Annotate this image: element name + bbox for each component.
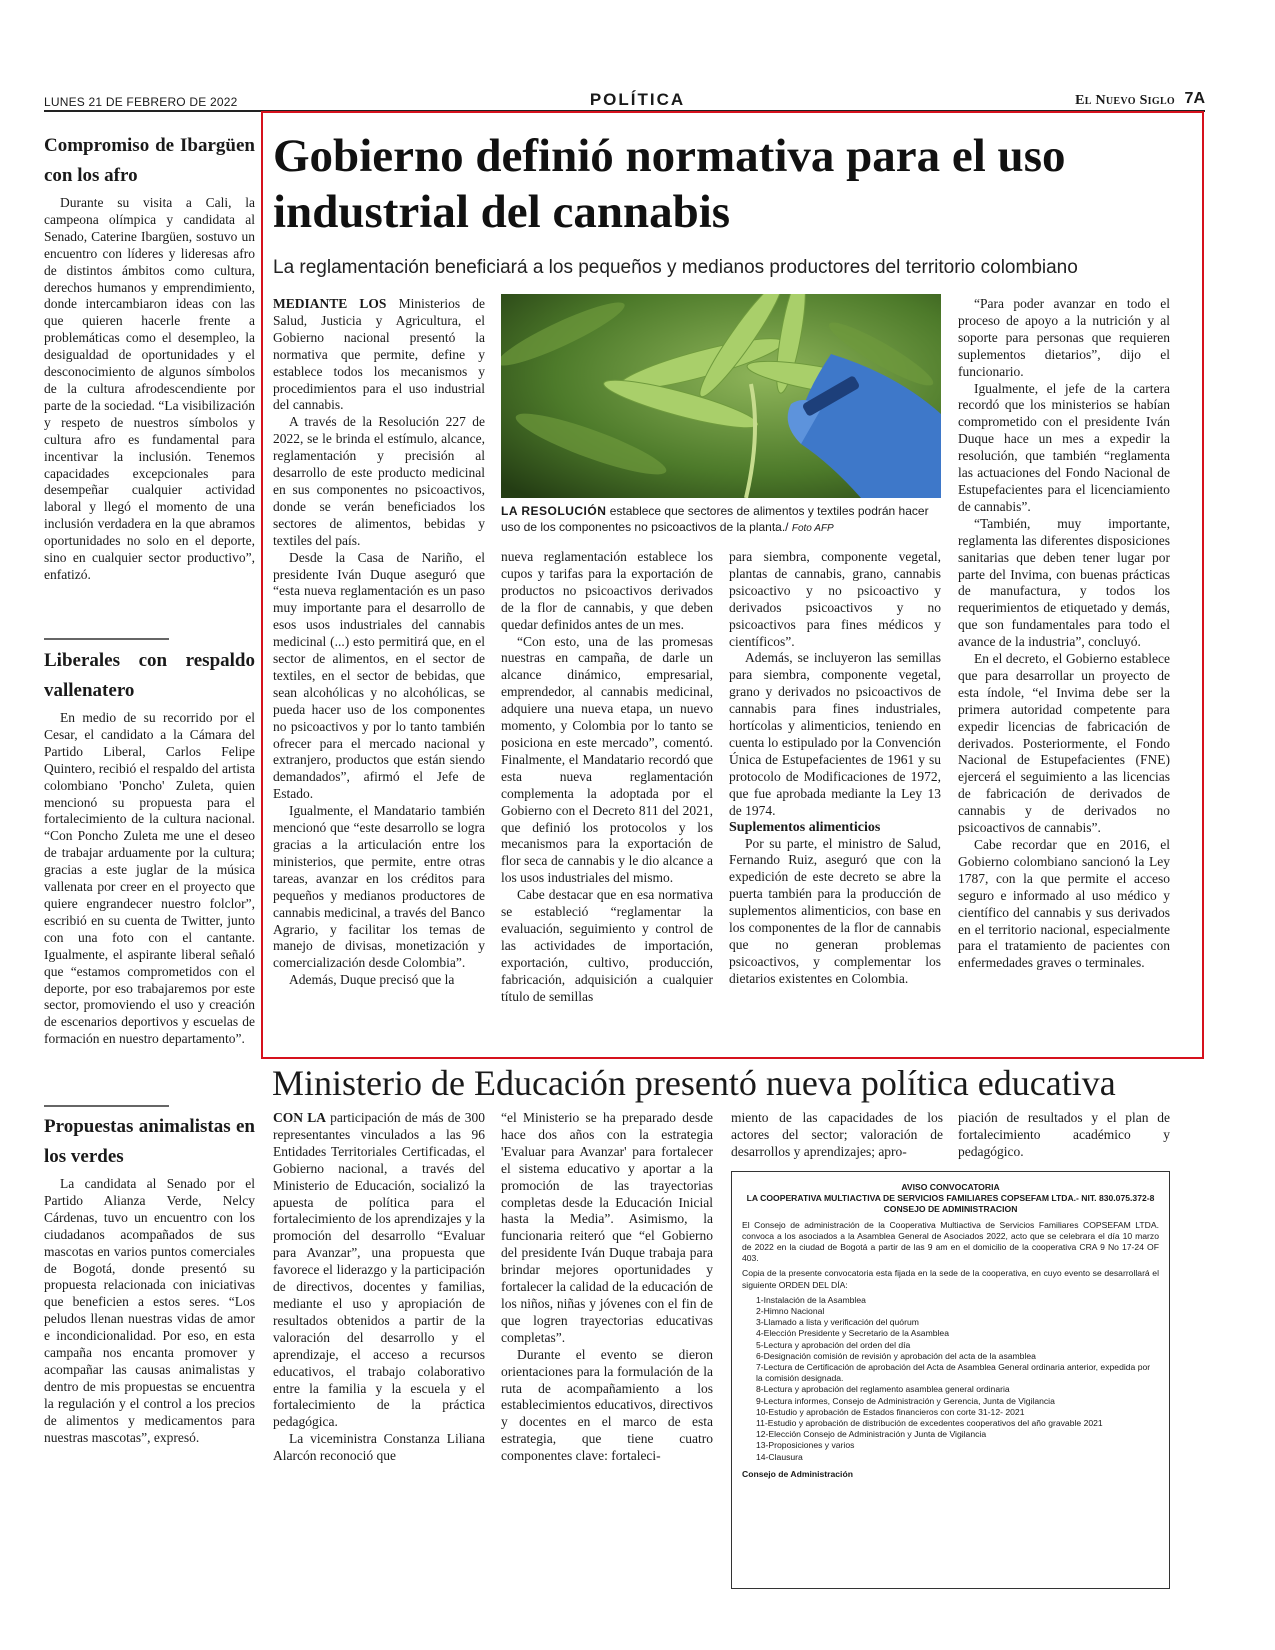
agenda-item: 13-Proposiciones y varios	[756, 1440, 855, 1451]
cannabis-photo	[501, 294, 941, 498]
article-paragraph: Igualmente, el jefe de la cartera recordó que los ministerios se habían comprometido con el presidente Iván Duque hace un mes a expedir la resolución, que también “reglamenta las actuaciones del Fondo Nacional de Estupefacientes para el licenciamiento de cannabis”.	[958, 380, 1170, 514]
article-paragraph: “También, muy importante, reglamenta las diferentes disposiciones sanitarias que deben tener lugar por parte del Invima, con buenas prácticas de manufactura, y todos los requerimientos de etiquetado y demás, que son fundamentales para todo el avance de la industria”, concluyó.	[958, 515, 1170, 650]
article2-column-3	[731, 1110, 943, 1161]
sidebar-story-body: La candidata al Senado por el Partido Alianza Verde, Nelcy Cárdenas, tuvo un encuentro con los ciudadanos acompañados de sus mascotas en varios puntos comerciales de Bogotá, donde presentó su propuesta relacionada con iniciativas que beneficien a estos seres. “Los peludos llenan nuestras vidas de amor e incondicionalidad. Por eso, en esta campaña nos encanta promover y acompañar las causas animalistas y dentro de mis propuestas se encuentra la regulación y el control a los precios de alimentos y medicamentos para nuestras mascotas”, expresó.	[44, 1176, 255, 1445]
article-paragraph: para siembra, componente vegetal, plantas de cannabis, grano, cannabis psicoactivo y no psicoactivo y derivados psicoactivos y no psicoactivos para fines médicos y científicos”.	[729, 549, 941, 649]
agenda-item: 1-Instalación de la Asamblea	[756, 1294, 866, 1305]
article-paragraph: Cabe recordar que en 2016, el Gobierno colombiano sancionó la Ley 1787, con la que permite el acceso seguro e informado al uso médico y científico del cannabis y sus derivados en el territorio nacional, especialmente para el tratamiento de pacientes con enfermedades graves o terminales.	[958, 837, 1170, 971]
sidebar-story-title: Compromiso de Ibargüen con los afro	[44, 135, 255, 186]
article-column-2	[501, 549, 713, 1005]
notice-signature: Consejo de Administración	[742, 1468, 853, 1479]
sidebar-story-title: Liberales con respaldo vallenatero	[44, 650, 255, 701]
article-column-1	[273, 296, 485, 989]
sidebar-story-1	[44, 131, 255, 584]
lead-text: Ministerios de Salud, Justicia y Agricultura, el Gobierno nacional presentó la normativa que permite, define y establece todos los mecanismos y procedimientos para el uso industrial del cannabis.	[273, 296, 485, 413]
sidebar-story-title: Propuestas animalistas en los verdes	[44, 1116, 255, 1167]
article2-headline: Ministerio de Educación presentó nueva política educativa	[272, 1063, 1116, 1103]
article-paragraph: A través de la Resolución 227 de 2022, se le brinda el estímulo, alcance, reglamentación y precisión al desarrollo de este producto medicinal en sus componentes no psicoactivos, donde se verán beneficiados los sectores de alimentos, bebidas y textiles del país.	[273, 414, 485, 548]
article-paragraph: Cabe destacar que en esa normativa se estableció “reglamentar la evaluación, seguimiento y control de las actividades de importación, exportación, cultivo, producción, fabricación, adquisición a cualquier título de semillas	[501, 887, 713, 1004]
legal-notice-box	[731, 1171, 1170, 1589]
agenda-item: 6-Designación comisión de revisión y aprobación del acta de la asamblea	[756, 1350, 1036, 1361]
agenda-item: 14-Clausura	[756, 1451, 803, 1462]
notice-heading: AVISO CONVOCATORIA	[901, 1182, 1000, 1192]
sidebar-story-3	[44, 1112, 255, 1447]
article2-paragraph: Durante el evento se dieron orientaciones para la formulación de la ruta de acompañamiento a los establecimientos educativos, directivos y docentes en el marco de esta estrategia, que tiene cuatro componentes clave: fortaleci-	[501, 1346, 713, 1464]
notice-agenda-list	[742, 1295, 1159, 1463]
lead-in: CON LA	[273, 1110, 326, 1125]
section-name: POLÍTICA	[589, 90, 686, 109]
article-headline: Gobierno definió normativa para el uso industrial del cannabis	[273, 130, 1066, 238]
article-paragraph: nueva reglamentación establece los cupos y tarifas para la exportación de productos no psicoactivos derivados de la flor de cannabis, y que deben quedar definidos antes de un mes.	[501, 549, 713, 632]
article-paragraph: Desde la Casa de Nariño, el presidente Iván Duque aseguró que “esta nueva reglamentación es un paso muy importante para el desarrollo de esos usos industriales del cannabis medicinal (...) esto permitirá que, en el sector de alimentos, en el sector de textiles, en el sector de bebidas, que sean alcohólicas y no alcohólicas, se pueda hacer uso de los componentes no psicoactivos y por lo tanto también ofrecer para el mercado nacional y extranjero, productos que están siendo demandados”, afirmó el Jefe de Estado.	[273, 549, 485, 802]
caption-text: establece que sectores de alimentos y textiles podrán hacer uso de los componentes no psicoactivos de la planta./	[501, 504, 929, 534]
article-subheadline: La reglamentación beneficiará a los pequeños y medianos productores del territorio colombiano	[273, 257, 1078, 278]
article-paragraph: Por su parte, el ministro de Salud, Fernando Ruiz, aseguró que con la expedición de este decreto se abre la puerta también para la producción de suplementos alimenticios, con base en los componentes de la flor de cannabis que no generan problemas psicoactivos, y complementar los dietarios existentes en Colombia.	[729, 835, 941, 986]
agenda-item: 2-Himno Nacional	[756, 1306, 825, 1317]
article2-column-1	[273, 1110, 485, 1465]
agenda-item: 8-Lectura y aprobación del reglamento asamblea general ordinaria	[756, 1384, 1010, 1395]
photo-credit: Foto AFP	[791, 523, 834, 534]
article-paragraph: “Para poder avanzar en todo el proceso de apoyo a la nutrición y al soporte para personas que requieren suplementos dietarios”, dijo el funcionario.	[958, 296, 1170, 379]
notice-intro: El Consejo de administración de la Cooperativa Multiactiva de Servicios Familiares COPSEFAM LTDA. convoca a los asociados a la Asamblea General de Asociados 2022, acto que se celebrara el día 10 marzo de 2022 en la ciudad de Bogotá a partir de las 9 am en el domicilio de la cooperativa CRA 9 No 17-24 OF 403.	[742, 1219, 1159, 1264]
article-subhead: Suplementos alimenticios	[729, 819, 881, 835]
cannabis-leaf-image	[501, 294, 941, 498]
article2-paragraph: miento de las capacidades de los actores del sector; valoración de desarrollos y aprendizajes; apro-	[731, 1110, 943, 1159]
article-paragraph: Igualmente, el Mandatario también mencionó que “este desarrollo se logra gracias a la articulación entre los ministerios, que permite, entre otras tareas, avanzar en los créditos para pequeños y medianos productores de cannabis medicinal, a través del Banco Agrario, y facilitar los temas de manejo de divisas, monetización y comercialización desde Colombia”.	[273, 803, 485, 971]
photo-caption	[501, 503, 941, 537]
caption-lead: LA RESOLUCIÓN	[501, 504, 607, 518]
lead-text: participación de más de 300 representantes vinculados a las 96 Entidades Territoriales Certificadas, el Gobierno nacional, a través del Ministerio de Educación, socializó la apuesta de política para el fortalecimiento de los aprendizajes y la promoción del desarrollo “Evaluar para Avanzar”, una propuesta que favorece el liderazgo y la participación de directivos, docentes y familias, mediante el uso y apropiación de resultados obtenidos a partir de la valoración del desarrollo y el aprendizaje, el acceso a recursos educativos, el trabajo colaborativo entre la familia y la escuela y el fortalecimiento de la práctica pedagógica.	[273, 1110, 485, 1430]
sidebar-divider	[44, 638, 169, 640]
agenda-item: 9-Lectura informes, Consejo de Administración y Gerencia, Junta de Vigilancia	[756, 1395, 1055, 1406]
sidebar-story-body: Durante su visita a Cali, la campeona olímpica y candidata al Senado, Caterine Ibargüen, sostuvo un encuentro con líderes y lideresas afro de distintos ámbitos como cultura, derechos humanos y emprendimiento, donde intercambiaron ideas con las que quieren hacerle frente a problemáticas como el desempleo, la desigualdad de oportunidades y el desconocimiento de algunos símbolos de la cultura afrodescendiente por parte de la sociedad. “La visibilización y respeto de nuestros símbolos y cultura afro es fundamental para incentivar la inclusión. Tenemos capacidades excepcionales para desempeñar cualquier actividad laboral y llegó el momento de una inclusión verdadera en la que abramos oportunidades no solo en el deporte, sino en cualquier sector productivo”, enfatizó.	[44, 195, 255, 582]
page-number: 7A	[1184, 90, 1205, 107]
agenda-item: 3-Llamado a lista y verificación del quórum	[756, 1317, 919, 1328]
sidebar-story-2	[44, 646, 255, 1048]
newspaper-brand: El Nuevo Siglo	[1075, 93, 1175, 108]
lead-in: MEDIANTE LOS	[273, 296, 387, 311]
notice-copy: Copia de la presente convocatoria esta fijada en la sede de la cooperativa, en cuyo evento se desarrollará el siguiente ORDEN DEL DÍA:	[742, 1268, 1159, 1290]
article2-column-2	[501, 1110, 713, 1465]
article-paragraph: En el decreto, el Gobierno establece que para desarrollar un proyecto de esta índole, “el Invima debe ser la primera autoridad competente para expedir licencias de fabricación de derivados. Posteriormente, el Fondo Nacional de Estupefacientes (FNE) ejercerá el seguimiento a las licencias de fabricación de derivados de cannabis y de derivados no psicoactivos de cannabis”.	[958, 651, 1170, 836]
agenda-item: 7-Lectura de Certificación de aprobación del Acta de Asamblea General ordinaria anterior, expedida por la comisión designada.	[756, 1362, 1151, 1384]
article-paragraph: Además, se incluyeron las semillas para siembra, componente vegetal, grano y derivados no psicoactivos de cannabis para fines industriales, hortícolas y alimenticios, teniendo en cuenta lo estipulado por la Convención Única de Estupefacientes de 1961 y su protocolo de Modificaciones de 1972, que fue aprobada mediante la Ley 13 de 1974.	[729, 650, 941, 818]
article-column-3	[729, 549, 941, 988]
notice-council: CONSEJO DE ADMINISTRACION	[883, 1204, 1018, 1215]
sidebar-divider	[44, 1105, 169, 1107]
article2-column-4	[958, 1110, 1170, 1161]
agenda-item: 4-Elección Presidente y Secretario de la Asamblea	[756, 1328, 949, 1339]
article-column-4	[958, 296, 1170, 972]
article2-paragraph: piación de resultados y el plan de fortalecimiento académico y pedagógico.	[958, 1110, 1170, 1159]
notice-organization: LA COOPERATIVA MULTIACTIVA DE SERVICIOS FAMILIARES COPSEFAM LTDA.- NIT. 830.075.372-8	[746, 1193, 1155, 1204]
agenda-item: 5-Lectura y aprobación del orden del día	[756, 1339, 911, 1350]
page-date: LUNES 21 DE FEBRERO DE 2022	[44, 95, 238, 109]
article2-lead-paragraph	[273, 1110, 485, 1431]
agenda-item: 12-Elección Consejo de Administración y Junta de Vigilancia	[756, 1429, 987, 1440]
agenda-item: 10-Estudio y aprobación de Estados financieros con corte 31-12- 2021	[756, 1406, 1025, 1417]
sidebar-story-body: En medio de su recorrido por el Cesar, el candidato a la Cámara del Partido Liberal, Carlos Felipe Quintero, recibió el respaldo del artista colombiano 'Poncho' Zuleta, quien mencionó su propuesta para el fortalecimiento de la cultura nacional. “Con Poncho Zuleta me une el deseo de trabajar arduamente por la cultura; gracias a este juglar de la música vallenata por creer en el proyecto que quiere engrandecer nuestro folclor”, escribió en su cuenta de Twitter, junto con una foto con el cantante. Igualmente, el aspirante liberal señaló que “estamos comprometidos con el deporte, por eso trabajaremos por este sector, promoviendo el uso y creación de escenarios deportivos y escuelas de formación en nuestro departamento”.	[44, 710, 255, 1047]
article2-paragraph: La viceministra Constanza Liliana Alarcón reconoció que	[273, 1431, 485, 1464]
article-paragraph: Además, Duque precisó que la	[289, 972, 455, 988]
article-lead-paragraph	[273, 296, 485, 414]
article2-paragraph: “el Ministerio se ha preparado desde hace dos años con la estrategia 'Evaluar para Avanzar' para fortalecer el sistema educativo y aportar a la promoción de las trayectorias completas desde la Educación Inicial hasta la Media”. Asimismo, la funcionaria reiteró que “el Gobierno del presidente Iván Duque trabaja para brindar mejores oportunidades y fortalecer la calidad de la educación de los niños, niñas y jóvenes con el fin de que logren trayectorias educativas completas”.	[501, 1110, 713, 1345]
article-paragraph: “Con esto, una de las promesas nuestras en campaña, de darle un alcance dinámico, empresarial, emprendedor, al cannabis medicinal, adquiere una nueva etapa, un nuevo momento, y Colombia por lo tanto se posiciona en este mercado”, comentó. Finalmente, el Mandatario recordó que esta nueva reglamentación complementa la adoptada por el Gobierno con el Decreto 811 del 2021, que definió los protocolos y los mecanismos para la exportación de flor seca de cannabis y le dio alcance a los usos industriales del mismo.	[501, 633, 713, 886]
agenda-item: 11-Estudio y aprobación de distribución de excedentes cooperativos del año gravable 2021	[756, 1418, 1103, 1429]
